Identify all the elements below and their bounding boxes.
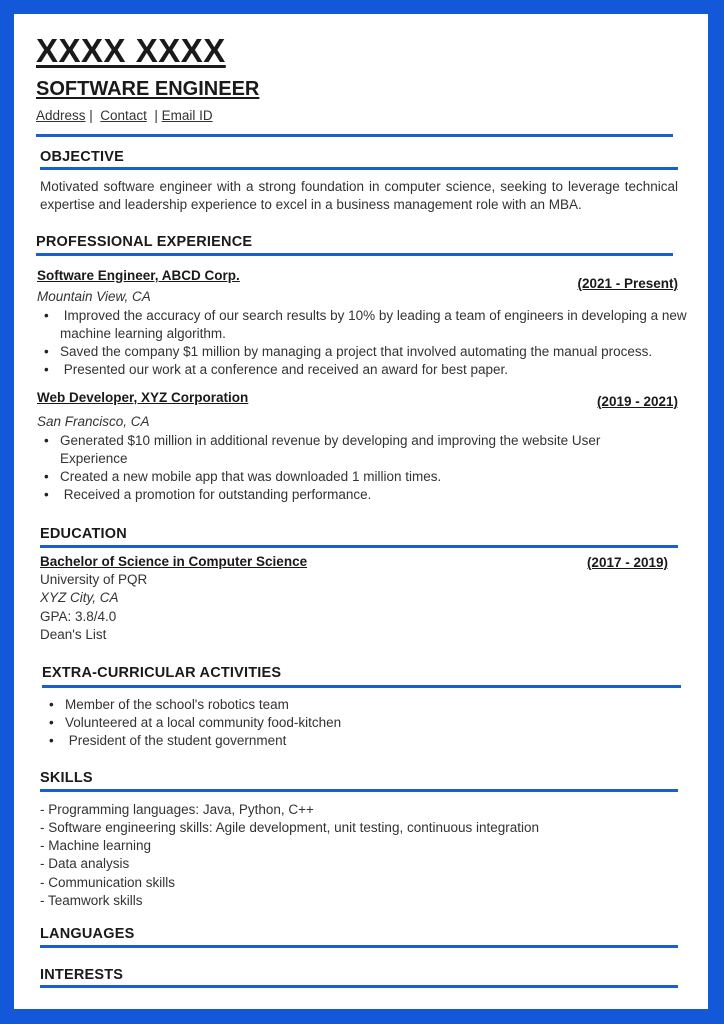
languages-heading: LANGUAGES [40,926,135,942]
objective-text: Motivated software engineer with a strong foundation in computer science, seeking to leverage technical expertise and leadership experience to excel in a business management role with an MBA. [40,179,678,212]
activities-heading: EXTRA-CURRICULAR ACTIVITIES [42,665,282,681]
list-item: • Generated $10 million in additional revenue by developing and improving the website User Experience [37,432,662,468]
gpa: GPA: 3.8/4.0 [40,609,117,624]
skill-item: - Communication skills [40,875,176,890]
job-dates: (2019 - 2021) [596,394,678,409]
languages-divider [40,945,678,948]
skill-item: - Programming languages: Java, Python, C++ [40,802,314,817]
objective-divider [40,167,678,170]
contact-phone: Contact [100,108,147,123]
list-item: • Improved the accuracy of our search results by 10% by leading a team of engineers in developing a new machine learning algorithm. [37,307,687,343]
skill-item: - Software engineering skills: Agile development, unit testing, continuous integration [40,820,540,835]
contact-address: Address [36,108,86,123]
education-divider [40,545,678,548]
objective-heading: OBJECTIVE [40,149,124,165]
job-bullets [37,432,662,504]
activities-divider [42,685,681,688]
candidate-title: SOFTWARE ENGINEER [36,78,260,100]
list-item: • Received a promotion for outstanding performance. [37,486,662,504]
activities-list [42,696,662,750]
experience-divider [36,253,673,256]
job-bullets [37,307,691,379]
list-item: • Member of the school's robotics team [42,696,662,714]
school-location: XYZ City, CA [40,590,119,605]
skills-divider [40,789,678,792]
list-item: • Saved the company $1 million by managing a project that involved automating the manual process. [37,343,687,361]
education-heading: EDUCATION [40,526,127,542]
skill-item: - Teamwork skills [40,893,143,908]
resume-page [14,14,708,1009]
job-dates: (2021 - Present) [577,276,678,291]
school-name: University of PQR [40,572,148,587]
skill-item: - Data analysis [40,856,130,871]
candidate-name: XXXX XXXX [36,32,226,69]
job-title: Web Developer, XYZ Corporation [37,390,249,405]
job-location: San Francisco, CA [37,414,150,429]
job-title: Software Engineer, ABCD Corp. [37,268,240,283]
header-divider [36,134,673,137]
list-item: • Volunteered at a local community food-kitchen [42,714,662,732]
honor: Dean's List [40,627,107,642]
degree-title: Bachelor of Science in Computer Science [40,554,308,569]
degree-dates: (2017 - 2019) [586,555,668,570]
experience-heading: PROFESSIONAL EXPERIENCE [36,234,253,250]
contact-email: Email ID [161,108,213,123]
skill-item: - Machine learning [40,838,152,853]
interests-heading: INTERESTS [40,967,124,983]
list-item: • Presented our work at a conference and received an award for best paper. [37,361,687,379]
contact-line: Address | Contact | Email ID [36,108,213,123]
list-item: • Created a new mobile app that was downloaded 1 million times. [37,468,662,486]
list-item: • President of the student government [42,732,662,750]
skills-heading: SKILLS [40,770,93,786]
job-location: Mountain View, CA [37,289,151,304]
interests-divider [40,985,678,988]
